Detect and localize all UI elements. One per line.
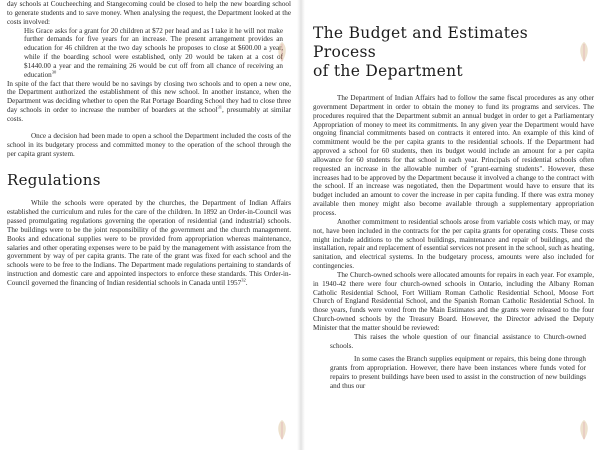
quote-text: His Grace asks for a grant for 20 children at $72 per head and as I take it he will not make further demands for five years for an increase. The present arrangement provides an education for 46 children at the two day schools he proposes to close at $600.00 a year, while if the boarding school were established, only 20 would be taken at a cost of $1440.00 a year and the remaining 26 would be cut off from all chance of receiving an education [24,26,283,79]
paragraph-text: , presumably at similar costs. [7,106,291,123]
paragraph-text: While the schools were operated by the churches, the Department of Indian Affairs established the curriculum and rules for the care of the children. In 1892 an Order-in-Council was passed promulgating regulations governing the operation of residential (and industrial) schools. The buildings were to be the joint responsibility of the government and the church management. Books and educational supplies were to be provided from appropriation whereas maintenance, salaries and other operating expenses were to be paid by the management with assistance from the government by way of per capita grants. The rate of the grant was fixed for each school and the schools were to be free to the Indians. The Department made regulations pertaining to standards of instruction and domestic care and appointed inspectors to enforce these standards. This Order-in-Council governed the financing of Indian residential schools in Canada until 1957 [7,199,291,287]
section-heading: Regulations [7,171,101,190]
paragraph: day schools at Coucheeching and Stangecoming could be closed to help the new boarding school to generate students and to save money. When analysing the request, the Department looked at the costs involved: [7,0,291,26]
feather-watermark-icon [572,418,596,442]
block-quote: In some cases the Branch supplies equipment or repairs, this being done through grants from appropriation. However, there have been instances where funds voted for repairs to present buildings have been used to assist in the construction of new buildings and thus our [330,355,586,390]
paragraph-text: In spite of the fact that there would be no savings by closing two schools and to open a new one, the Department authorized the establishment of this new school. In another instance, when the Department was deciding whether to open the Rat Portage Boarding School they had to close three day schools in order to increase the number of boarders at the school [7,79,291,115]
paragraph: The Department of Indian Affairs had to follow the same fiscal procedures as any other government Department in order to obtain the money to fund its programs and services. The procedures required that the Department submit an annual budget in order to get a Parliamentary Appropriation of money to meet its commitments. In any given year the Department would have ongoing financial commitments based on contracts it entered into. An example of this kind of commitment would be the per capita grants to the residential schools. If the Department had approved a school for 60 students, then its budget would include an amount for a per capita allowance for 60 students for that school in each year. Principals of residential schools often requested an increase in the allowable number of "grant-earning students". However, these increases had to be approved by the Department because it involved a change to the contract with the school. If an increase was negotiated, then the Department would have to ensure that its budget included an amount to cover the increase in per capita funding. If there was extra money available then money might also become available through a supplementary appropriation process. [313,94,594,217]
right-page [313,0,594,391]
heading-line: The Budget and Estimates Process [313,24,528,61]
block-quote: This raises the whole question of our financial assistance to Church-owned schools. [330,332,586,350]
book-gutter [297,0,305,450]
section-heading [313,24,594,81]
footnote-ref: 31 [217,104,222,110]
paragraph: Another commitment to residential schools arose from variable costs which may, or may not, have been included in the contracts for the per capita grants for operating costs. These costs might include additions to the school buildings, maintenance and repair of buildings, and the installation, repair and replacement of essential services not present in the school, such as heating, sanitation, and electrical systems. In the budgetary process, amounts were also included for contingencies. [313,217,594,271]
paragraph: Once a decision had been made to open a school the Department included the costs of the school in its budgetary process and committed money to the operation of the school through the per capita grant system. [7,131,291,158]
paragraph-text: . [245,278,248,287]
paragraph: The Church-owned schools were allocated amounts for repairs in each year. For example, in 1940-42 there were four church-owned schools in Ontario, including the Albany Roman Catholic Residential School, Fort William Roman Catholic Residential School, Moose Fort Church of England Residential School, and the Spanish Roman Catholic Residential School. In those years, funds were voted from the Main Estimates and the grants were released to the four Church-owned schools by the Treasury Board. However, the Director advised the Deputy Minister that the matter should be reviewed: [313,270,594,332]
block-quote [24,27,283,80]
feather-watermark-icon [572,40,596,64]
footnote-ref: 32 [241,277,246,283]
heading-line: of the Department [313,62,463,80]
paragraph [7,80,291,124]
feather-watermark-icon [270,40,294,64]
feather-watermark-icon [270,418,294,442]
paragraph [7,199,291,287]
footnote-ref: 30 [51,69,57,75]
left-page [7,0,291,288]
